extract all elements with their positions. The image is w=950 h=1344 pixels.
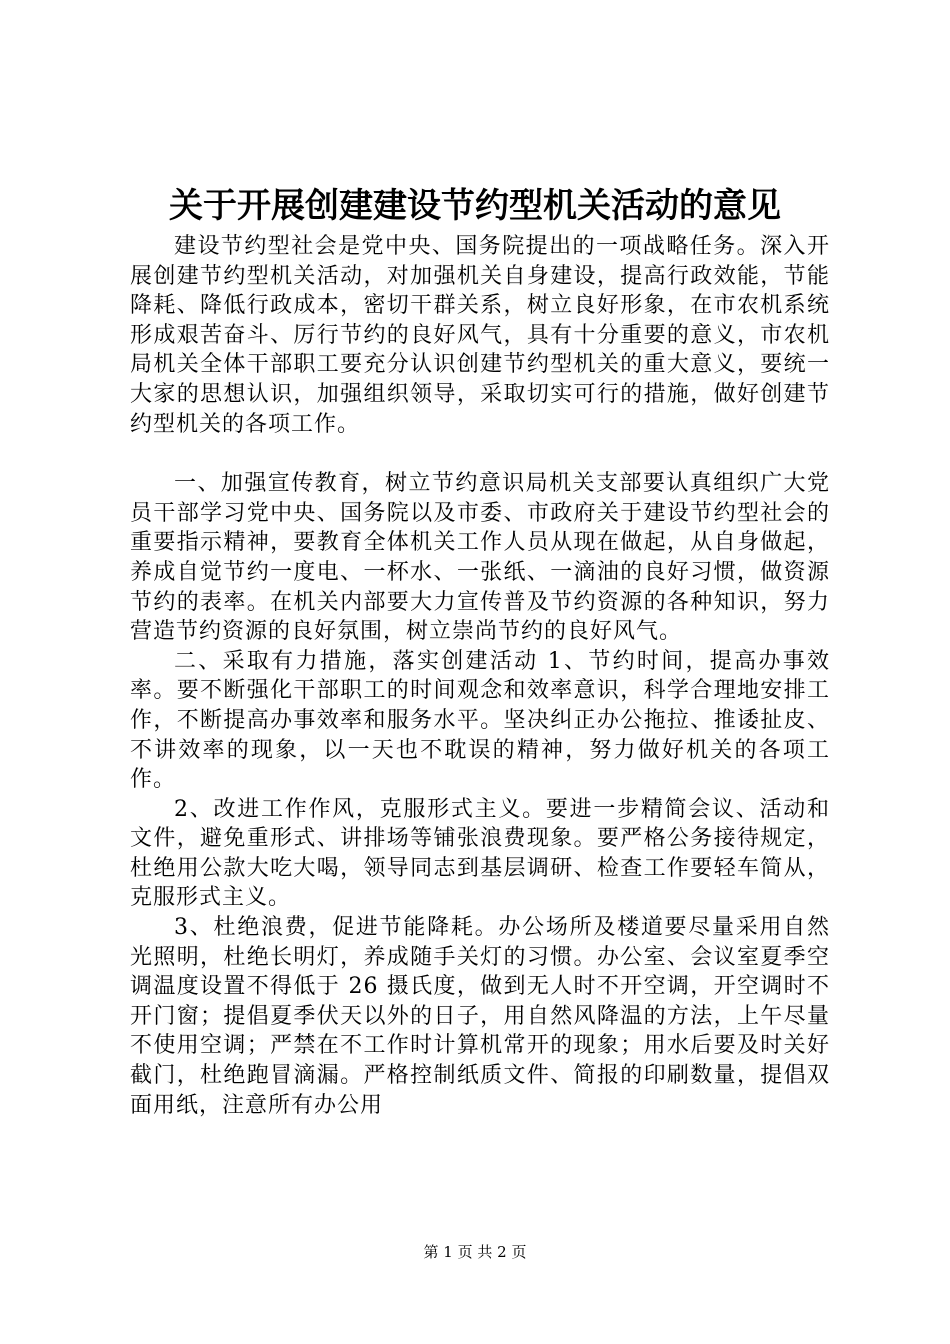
document-body — [130, 232, 830, 1120]
paragraph-gap — [130, 439, 830, 469]
page-footer: 第 1 页 共 2 页 — [423, 1243, 527, 1261]
section-one-paragraph: 一、加强宣传教育，树立节约意识局机关支部要认真组织广大党员干部学习党中央、国务院以及市委、市政府关于建设节约型社会的重要指示精神，要教育全体机关工作人员从现在做起，从自身做起，养成自觉节约一度电、一杯水、一张纸、一滴油的良好习惯，做资源节约的表率。在机关内部要大力宣传普及节约资源的各种知识，努力营造节约资源的良好氛围，树立崇尚节约的良好风气。 — [130, 471, 830, 645]
item-two-paragraph: 2、改进工作作风，克服形式主义。要进一步精简会议、活动和文件，避免重形式、讲排场等铺张浪费现象。要严格公务接待规定，杜绝用公款大吃大喝，领导同志到基层调研、检查工作要轻车简从，克服形式主义。 — [130, 796, 830, 911]
item-three-paragraph: 3、杜绝浪费，促进节能降耗。办公场所及楼道要尽量采用自然光照明，杜绝长明灯，养成随手关灯的习惯。办公室、会议室夏季空调温度设置不得低于 26 摄氏度，做到无人时不开空调，开空调时不开门窗；提倡夏季伏天以外的日子，用自然风降温的方法，上午尽量不使用空调；严禁在不工作时计算机常开的现象；用水后要及时关好截门，杜绝跑冒滴漏。严格控制纸质文件、简报的印刷数量，提倡双面用纸，注意所有办公用 — [130, 915, 830, 1118]
intro-paragraph: 建设节约型社会是党中央、国务院提出的一项战略任务。深入开展创建节约型机关活动，对加强机关自身建设，提高行政效能，节能降耗、降低行政成本，密切干群关系，树立良好形象，在市农机系统形成艰苦奋斗、厉行节约的良好风气，具有十分重要的意义，市农机局机关全体干部职工要充分认识创建节约型机关的重大意义，要统一大家的思想认识，加强组织领导，采取切实可行的措施，做好创建节约型机关的各项工作。 — [130, 234, 830, 437]
document-title: 关于开展创建建设节约型机关活动的意见 — [169, 186, 781, 226]
section-two-paragraph: 二、采取有力措施，落实创建活动 1、节约时间，提高办事效率。要不断强化干部职工的时间观念和效率意识，科学合理地安排工作，不断提高办事效率和服务水平。坚决纠正办公拖拉、推诿扯皮、不讲效率的现象，以一天也不耽误的精神，努力做好机关的各项工作。 — [130, 648, 830, 793]
